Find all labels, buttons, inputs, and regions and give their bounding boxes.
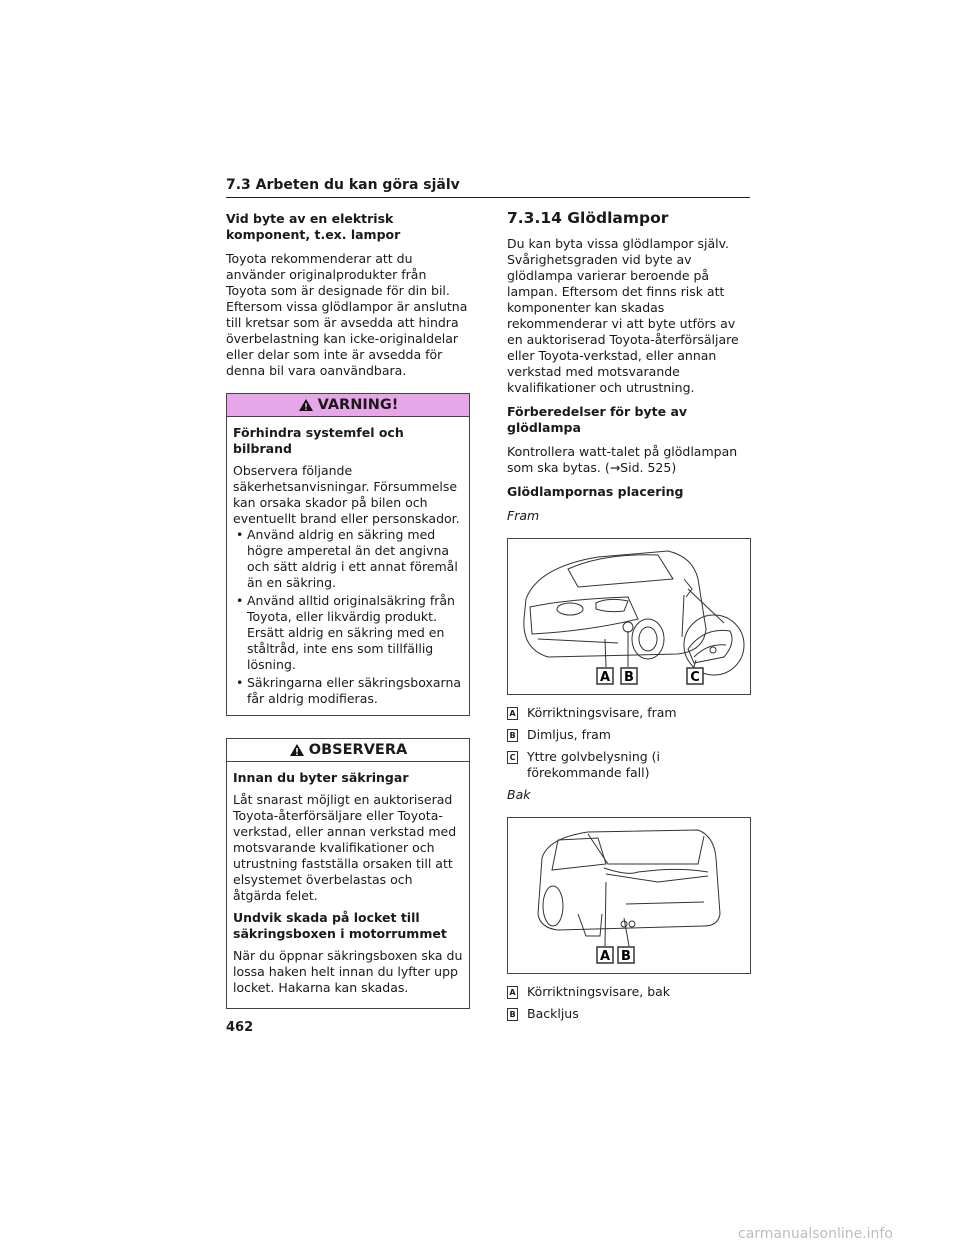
fig-letter-a: A xyxy=(599,949,611,964)
bulbs-intro: Du kan byta vissa glödlampor själv. Svårighetsgraden vid byte av glödlampa varierar beroende på lampan. Eftersom det finns risk att komponenter kan skadas rekommenderar vi att byte utförs av en auktoriserad Toyota-återförsäljare eller Toyota-verkstad, eller annan verkstad med motsvarande kvalifikationer och utrustning. xyxy=(507,236,739,395)
electrical-intro: Toyota rekommenderar att du använder originalprodukter från Toyota som är designade för din bil. Eftersom vissa glödlampor är anslutna till kretsar som är avsedda att hindra överbelastning kan icke-originaldelar eller delar som inte är avsedda för denna bil vara oanvändbara. xyxy=(226,251,468,378)
notice-subheading-cover: Undvik skada på locket till säkringsboxen i motorrummet xyxy=(233,910,447,941)
front-car-illustration xyxy=(508,539,750,694)
front-callout-letters xyxy=(597,668,703,685)
placement-heading: Glödlampornas placering xyxy=(507,484,684,499)
callout-text: Dimljus, fram xyxy=(527,727,611,742)
fig-letter-b: B xyxy=(621,949,631,964)
front-callout-a xyxy=(507,705,751,721)
warning-box xyxy=(226,393,470,716)
front-car-figure xyxy=(507,538,751,695)
callout-text: Backljus xyxy=(527,1006,579,1021)
electrical-heading: Vid byte av en elektrisk komponent, t.ex. lampor xyxy=(226,211,401,242)
rear-callout-letters xyxy=(597,947,634,964)
callout-text: Yttre golvbelysning (i förekommande fall) xyxy=(527,749,661,780)
prep-heading: Förberedelser för byte av glödlampa xyxy=(507,404,688,435)
warning-text: Observera följande säkerhetsanvisningar. Försummelse kan orsaka skador på bilen och eventuellt brand eller personskador. xyxy=(233,463,460,526)
rear-callout-a xyxy=(507,984,751,1000)
left-column xyxy=(226,211,470,1009)
fig-letter-b: B xyxy=(624,670,634,685)
callout-letter: B xyxy=(507,1008,518,1021)
front-callout-b xyxy=(507,727,751,743)
watermark[interactable]: carmanualsonline.info xyxy=(738,1226,893,1242)
prep-text: Kontrollera watt-talet på glödlampan som ska bytas. (→Sid. 525) xyxy=(507,444,738,475)
warning-header xyxy=(227,394,469,417)
warning-subheading: Förhindra systemfel och bilbrand xyxy=(233,425,404,456)
section-title: 7.3.14 Glödlampor xyxy=(507,209,669,227)
callout-letter: C xyxy=(507,751,518,764)
notice-box xyxy=(226,738,470,1009)
warning-icon xyxy=(298,398,314,412)
callout-text: Körriktningsvisare, fram xyxy=(527,705,677,720)
warning-title: VARNING! xyxy=(317,397,399,413)
front-callout-c xyxy=(507,749,751,781)
front-label: Fram xyxy=(507,508,540,523)
notice-text-cover: När du öppnar säkringsboxen ska du lossa haken helt innan du lyfter upp locket. Hakarna kan skadas. xyxy=(233,948,463,995)
fig-letter-c: C xyxy=(690,670,700,685)
callout-letter: B xyxy=(507,729,518,742)
rear-callout-b xyxy=(507,1006,751,1022)
rear-label: Bak xyxy=(507,787,531,802)
warning-bullets xyxy=(233,527,463,707)
section-header: 7.3 Arbeten du kan göra själv xyxy=(226,177,750,198)
right-column xyxy=(507,210,751,1028)
fig-letter-a: A xyxy=(599,670,611,685)
notice-subheading-fuses: Innan du byter säkringar xyxy=(233,770,409,785)
notice-header xyxy=(227,739,469,762)
warning-bullet: • Använd aldrig en säkring med högre amperetal än det angivna och sätt aldrig i ett annat föremål än en säkring. xyxy=(233,527,463,591)
caution-icon xyxy=(289,743,305,757)
warning-bullet: • Säkringarna eller säkringsboxarna får aldrig modifieras. xyxy=(233,675,463,707)
callout-letter: A xyxy=(507,986,518,999)
warning-bullet: • Använd alltid originalsäkring från Toyota, eller likvärdig produkt. Ersätt aldrig en säkring med en ståltråd, inte ens som tillfällig lösning. xyxy=(233,593,463,673)
notice-text-fuses: Låt snarast möjligt en auktoriserad Toyota-återförsäljare eller Toyota-verkstad, eller annan verkstad med motsvarande kvalifikationer och utrustning fastställa orsaken till att elsystemet överbelastas och åtgärda felet. xyxy=(233,792,457,903)
notice-title: OBSERVERA xyxy=(308,742,408,758)
page-number: 462 xyxy=(226,1020,254,1035)
rear-car-figure xyxy=(507,817,751,974)
callout-text: Körriktningsvisare, bak xyxy=(527,984,671,999)
rear-car-illustration xyxy=(508,818,750,973)
callout-letter: A xyxy=(507,707,518,720)
